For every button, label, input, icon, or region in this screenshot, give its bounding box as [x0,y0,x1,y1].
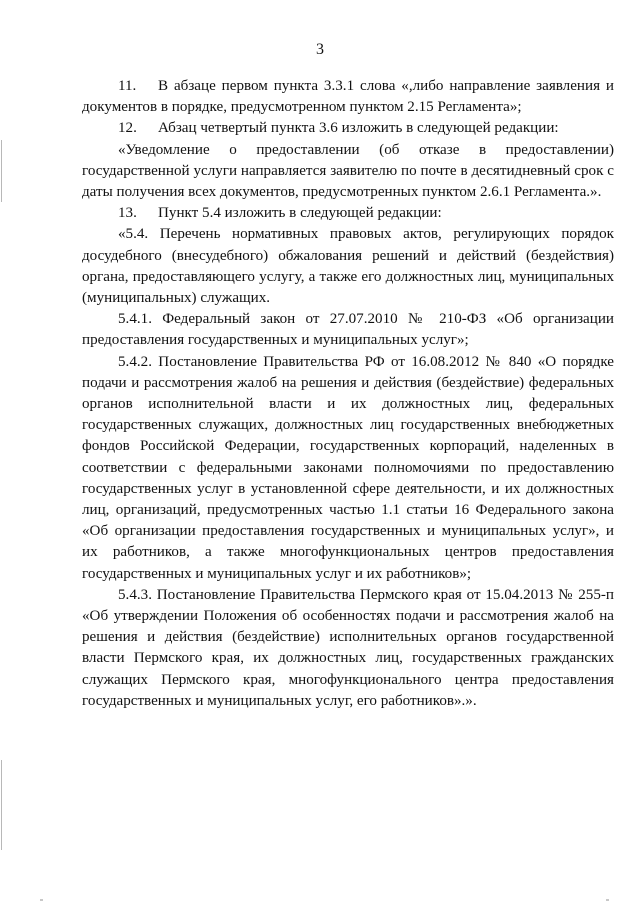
page-number: 3 [316,41,324,58]
scan-margin-mark [1,140,2,202]
paragraph-12 [82,118,614,139]
paragraph-text: Пункт 5.4 изложить в следующей редакции: [158,205,442,222]
item-number: 13. [118,205,137,222]
scan-edge-dot [40,899,43,901]
section-5-4-2-paragraph: 5.4.2. Постановление Правительства РФ от 16.08.2012 № 840 «О порядке подачи и рассмотрения жалоб на решения и действия (бездействие) федеральных органов исполнительной власти и их должностных лиц, федеральных государственных служащих, должностных лиц государственных внебюджетных фондов Российской Федерации, государственных корпораций, наделенных в соответствии с федеральными законами полномочиями по предоставлению государственных услуг в установленной сфере деятельности, и их должностных лиц, организаций, предусмотренных частью 1.1 статьи 16 Федерального закона «Об организации предоставления государственных и муниципальных услуг», и их работников, а также многофункциональных центров предоставления государственных и муниципальных услуг и их работников»; [82,353,614,582]
item-number: 11. [118,78,137,94]
scan-margin-mark [1,760,2,850]
section-5-4-3-paragraph: 5.4.3. Постановление Правительства Пермского края от 15.04.2013 № 255-п «Об утверждении Положения об особенностях подачи и рассмотрения жалоб на решения и действия (бездействие) исполнительных органов государственной власти Пермского края, их должностных лиц, государственных гражданских служащих Пермского края, многофункционального центра предоставления государственных и муниципальных услуг, его работников».». [82,586,614,709]
document-body [82,76,614,712]
paragraph-text: Абзац четвертый пункта 3.6 изложить в следующей редакции: [158,120,559,137]
paragraph-13 [82,203,614,224]
section-5-4-1-paragraph: 5.4.1. Федеральный закон от 27.07.2010 № 210-ФЗ «Об организации предоставления государственных и муниципальных услуг»; [82,311,614,349]
paragraph-11 [82,76,614,118]
scan-edge-dot [606,899,609,901]
paragraph-text: В абзаце первом пункта 3.3.1 слова «,либо направление заявления и документов в порядке, предусмотренном пунктом 2.15 Регламента»; [82,78,614,116]
quoted-notice-paragraph: «Уведомление о предоставлении (об отказе в предоставлении) государственной услуги направляется заявителю по почте в десятидневный срок с даты получения всех документов, предусмотренных пунктом 2.6.1 Регламента.». [82,141,614,201]
section-5-4-paragraph: «5.4. Перечень нормативных правовых актов, регулирующих порядок досудебного (внесудебного) обжалования решений и действий (бездействия) органа, предоставляющего услугу, а также его должностных лиц, муниципальных (муниципальных) служащих. [82,226,614,307]
item-number: 12. [118,120,137,137]
